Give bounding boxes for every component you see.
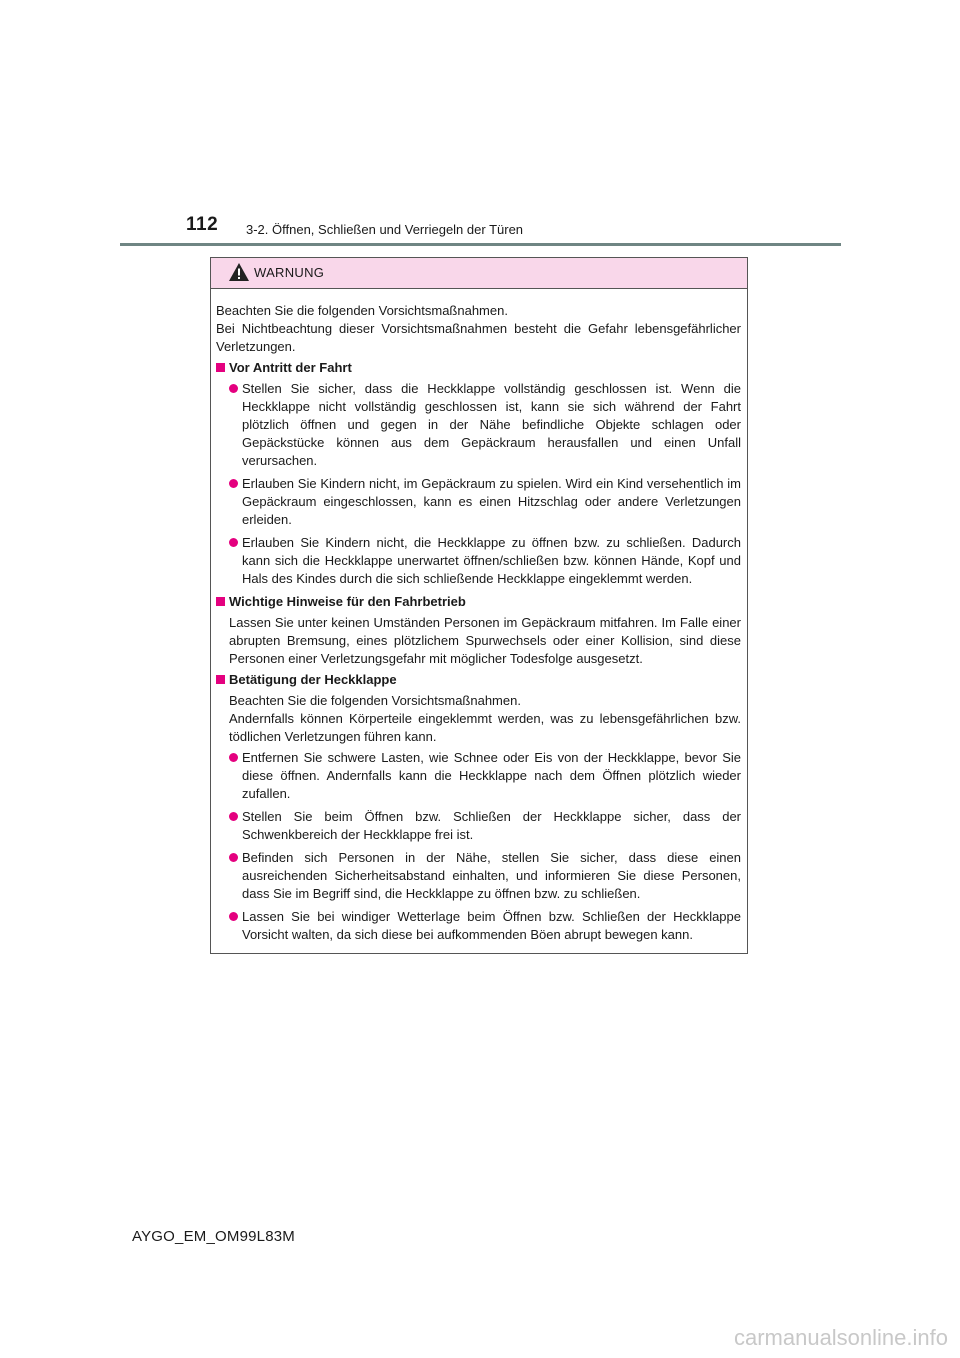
model-code: AYGO_EM_OM99L83M <box>132 1228 295 1245</box>
section-paragraph: Lassen Sie unter keinen Umständen Personen im Gepäckraum mitfahren. Im Falle einer abrupten Bremsung, eines plötzlichem Spurwechsels oder einer Kollision, sind diese Personen einer Verletzungsgefahr mit möglicher Todesfolge ausgesetzt. <box>229 615 741 666</box>
list-item <box>216 534 741 588</box>
square-bullet-icon <box>216 675 225 684</box>
list-item-text: Stellen Sie sicher, dass die Heckklappe vollständig geschlossen ist. Wenn die Heckklappe nicht vollständig geschlossen ist, kann sie sich während der Fahrt plötzlich öffnen und gegen in der Nähe befindliche Objekte schlagen oder Gepäckstücke können aus dem Gepäckraum herausfallen und einen Unfall verursachen. <box>242 381 741 468</box>
list-item-text: Lassen Sie bei windiger Wetterlage beim Öffnen bzw. Schließen der Heckklappe Vorsicht walten, da sich diese bei aufkommenden Böen abrupt bewegen kann. <box>242 909 741 942</box>
warning-title: WARNUNG <box>254 265 325 280</box>
section-heading <box>216 593 741 611</box>
list-item-text: Erlauben Sie Kindern nicht, im Gepäckraum zu spielen. Wird ein Kind versehentlich im Gepäckraum eingeschlossen, kann es einen Hitzschlag oder andere Verletzungen erleiden. <box>242 476 741 527</box>
list-item <box>216 849 741 903</box>
list-item <box>216 380 741 470</box>
warning-header <box>211 258 747 289</box>
round-bullet-icon <box>229 853 238 862</box>
section-paragraph: Andernfalls können Körperteile eingeklemmt werden, was zu lebensgefährlichen bzw. tödlichen Verletzungen führen kann. <box>229 711 741 744</box>
warning-intro-detail: Bei Nichtbeachtung dieser Vorsichtsmaßnahmen besteht die Gefahr lebensgefährlicher Verletzungen. <box>216 321 741 354</box>
list-item-text: Stellen Sie beim Öffnen bzw. Schließen der Heckklappe sicher, dass der Schwenkbereich der Heckklappe frei ist. <box>242 809 741 842</box>
watermark-text: carmanualsonline.info <box>733 1325 948 1350</box>
list-item <box>216 749 741 803</box>
page-number: 112 <box>186 214 219 235</box>
list-item <box>216 808 741 844</box>
warning-body <box>211 289 747 944</box>
warning-intro: Beachten Sie die folgenden Vorsichtsmaßnahmen. <box>216 303 508 318</box>
warning-box <box>210 257 748 954</box>
round-bullet-icon <box>229 812 238 821</box>
list-item-text: Erlauben Sie Kindern nicht, die Heckklappe zu öffnen bzw. zu schließen. Dadurch kann sich die Heckklappe unerwartet öffnen/schließen bzw. können Hände, Kopf und Hals des Kindes durch die sich schließende Heckklappe eingeklemmt werden. <box>242 535 741 586</box>
watermark <box>0 1325 960 1358</box>
square-bullet-icon <box>216 363 225 372</box>
warning-triangle-icon <box>228 262 250 282</box>
round-bullet-icon <box>229 384 238 393</box>
section-heading <box>216 671 741 689</box>
section-heading-text: Wichtige Hinweise für den Fahrbetrieb <box>229 594 466 609</box>
header-rule <box>120 243 841 246</box>
round-bullet-icon <box>229 479 238 488</box>
section-title: 3-2. Öffnen, Schließen und Verriegeln der Türen <box>246 222 524 237</box>
section-heading <box>216 359 741 377</box>
round-bullet-icon <box>229 753 238 762</box>
section-heading-text: Betätigung der Heckklappe <box>229 672 397 687</box>
list-item <box>216 475 741 529</box>
list-item-text: Entfernen Sie schwere Lasten, wie Schnee oder Eis von der Heckklappe, bevor Sie diese öffnen. Andernfalls kann die Heckklappe nach dem Öffnen plötzlich wieder zufallen. <box>242 750 741 801</box>
round-bullet-icon <box>229 538 238 547</box>
square-bullet-icon <box>216 597 225 606</box>
section-heading-text: Vor Antritt der Fahrt <box>229 360 352 375</box>
section-paragraph: Beachten Sie die folgenden Vorsichtsmaßnahmen. <box>229 693 521 708</box>
list-item <box>216 908 741 944</box>
round-bullet-icon <box>229 912 238 921</box>
list-item-text: Befinden sich Personen in der Nähe, stellen Sie sicher, dass diese einen ausreichenden Sicherheitsabstand einhalten, und informieren Sie diese Personen, dass Sie im Begriff sind, die Heckklappe zu öffnen bzw. zu schließen. <box>242 850 741 901</box>
